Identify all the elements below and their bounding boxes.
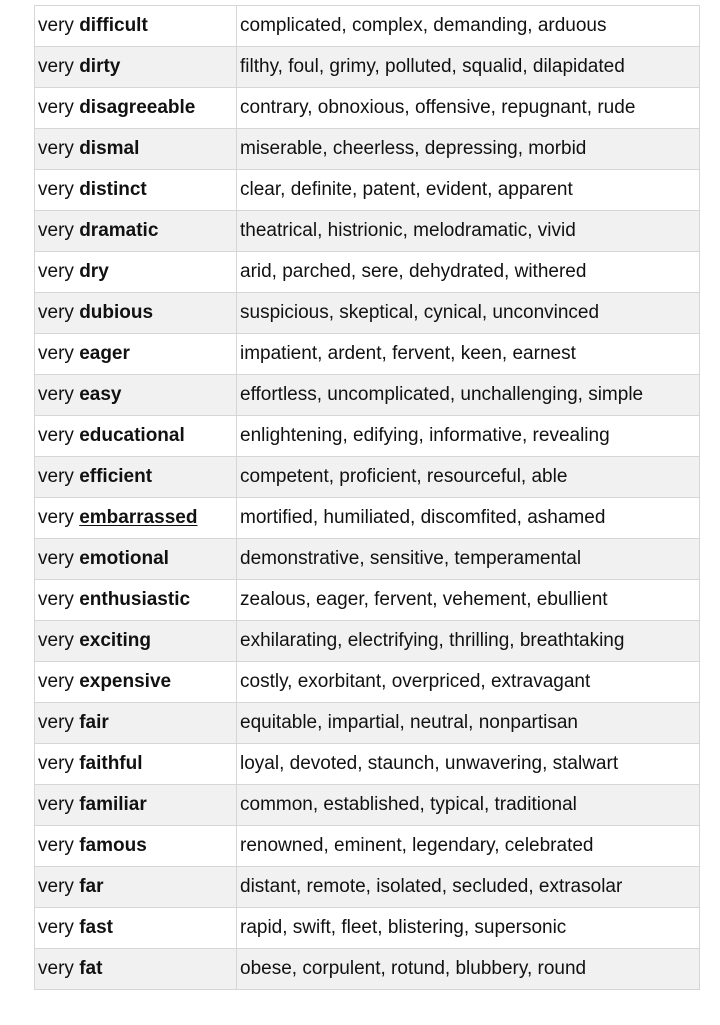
synonyms-cell: effortless, uncomplicated, unchallenging, simple [237, 375, 700, 416]
table-row [35, 6, 700, 47]
phrase-cell [35, 6, 237, 47]
synonyms-cell: loyal, devoted, staunch, unwavering, stalwart [237, 744, 700, 785]
prefix-very: very [38, 384, 74, 405]
table-row [35, 539, 700, 580]
prefix-very: very [38, 425, 74, 446]
prefix-very: very [38, 56, 74, 77]
synonyms-cell: zealous, eager, fervent, vehement, ebullient [237, 580, 700, 621]
prefix-very: very [38, 466, 74, 487]
table-row [35, 580, 700, 621]
keyword: dry [79, 261, 109, 282]
keyword: dubious [79, 302, 154, 323]
phrase-cell [35, 375, 237, 416]
prefix-very: very [38, 917, 74, 938]
table-row [35, 211, 700, 252]
synonyms-cell: competent, proficient, resourceful, able [237, 457, 700, 498]
phrase-cell [35, 580, 237, 621]
phrase-cell [35, 949, 237, 990]
keyword: famous [79, 835, 147, 856]
keyword: educational [79, 425, 185, 446]
phrase-cell [35, 252, 237, 293]
synonyms-cell: suspicious, skeptical, cynical, unconvinced [237, 293, 700, 334]
synonyms-cell: theatrical, histrionic, melodramatic, vivid [237, 211, 700, 252]
prefix-very: very [38, 589, 74, 610]
keyword: faithful [79, 753, 143, 774]
table-row [35, 908, 700, 949]
keyword: disagreeable [79, 97, 196, 118]
prefix-very: very [38, 794, 74, 815]
table-row [35, 170, 700, 211]
prefix-very: very [38, 138, 74, 159]
table-row [35, 498, 700, 539]
keyword: exciting [79, 630, 151, 651]
phrase-cell [35, 539, 237, 580]
keyword: dramatic [79, 220, 159, 241]
synonyms-cell: distant, remote, isolated, secluded, extrasolar [237, 867, 700, 908]
phrase-cell [35, 170, 237, 211]
table-row [35, 457, 700, 498]
phrase-cell [35, 211, 237, 252]
prefix-very: very [38, 835, 74, 856]
synonyms-cell: clear, definite, patent, evident, apparent [237, 170, 700, 211]
keyword: efficient [79, 466, 153, 487]
prefix-very: very [38, 261, 74, 282]
prefix-very: very [38, 671, 74, 692]
table-row [35, 293, 700, 334]
keyword: eager [79, 343, 130, 364]
phrase-cell [35, 826, 237, 867]
keyword: expensive [79, 671, 172, 692]
table-row [35, 88, 700, 129]
synonyms-cell: obese, corpulent, rotund, blubbery, round [237, 949, 700, 990]
table-row [35, 621, 700, 662]
phrase-cell [35, 867, 237, 908]
synonyms-cell: contrary, obnoxious, offensive, repugnant, rude [237, 88, 700, 129]
table-row [35, 744, 700, 785]
table-row [35, 867, 700, 908]
keyword: distinct [79, 179, 147, 200]
synonyms-cell: impatient, ardent, fervent, keen, earnest [237, 334, 700, 375]
phrase-cell [35, 498, 237, 539]
synonyms-cell: renowned, eminent, legendary, celebrated [237, 826, 700, 867]
prefix-very: very [38, 343, 74, 364]
phrase-cell [35, 334, 237, 375]
phrase-cell [35, 662, 237, 703]
table-row [35, 375, 700, 416]
prefix-very: very [38, 15, 74, 36]
synonyms-cell: demonstrative, sensitive, temperamental [237, 539, 700, 580]
synonym-table-body [35, 6, 700, 990]
keyword: difficult [79, 15, 148, 36]
table-row [35, 949, 700, 990]
keyword-link[interactable]: embarrassed [79, 507, 198, 528]
phrase-cell [35, 293, 237, 334]
phrase-cell [35, 47, 237, 88]
synonyms-cell: common, established, typical, traditional [237, 785, 700, 826]
phrase-cell [35, 703, 237, 744]
keyword: fair [79, 712, 109, 733]
phrase-cell [35, 621, 237, 662]
table-row [35, 334, 700, 375]
keyword: dirty [79, 56, 121, 77]
keyword: easy [79, 384, 122, 405]
keyword: fast [79, 917, 113, 938]
prefix-very: very [38, 753, 74, 774]
keyword: far [79, 876, 104, 897]
table-row [35, 252, 700, 293]
table-row [35, 826, 700, 867]
phrase-cell [35, 908, 237, 949]
phrase-cell [35, 785, 237, 826]
synonyms-cell: rapid, swift, fleet, blistering, supersonic [237, 908, 700, 949]
prefix-very: very [38, 958, 74, 979]
table-row [35, 129, 700, 170]
keyword: fat [79, 958, 103, 979]
synonyms-cell: mortified, humiliated, discomfited, ashamed [237, 498, 700, 539]
prefix-very: very [38, 220, 74, 241]
prefix-very: very [38, 712, 74, 733]
phrase-cell [35, 88, 237, 129]
keyword: dismal [79, 138, 140, 159]
phrase-cell [35, 129, 237, 170]
prefix-very: very [38, 876, 74, 897]
table-row [35, 47, 700, 88]
keyword: enthusiastic [79, 589, 191, 610]
prefix-very: very [38, 179, 74, 200]
synonyms-cell: arid, parched, sere, dehydrated, withered [237, 252, 700, 293]
keyword: familiar [79, 794, 147, 815]
prefix-very: very [38, 548, 74, 569]
synonyms-cell: costly, exorbitant, overpriced, extravagant [237, 662, 700, 703]
synonym-table [34, 5, 700, 990]
table-row [35, 703, 700, 744]
table-row [35, 785, 700, 826]
phrase-cell [35, 416, 237, 457]
prefix-very: very [38, 302, 74, 323]
phrase-cell [35, 744, 237, 785]
synonyms-cell: complicated, complex, demanding, arduous [237, 6, 700, 47]
prefix-very: very [38, 97, 74, 118]
prefix-very: very [38, 630, 74, 651]
synonyms-cell: filthy, foul, grimy, polluted, squalid, dilapidated [237, 47, 700, 88]
table-row [35, 662, 700, 703]
synonyms-cell: enlightening, edifying, informative, revealing [237, 416, 700, 457]
synonyms-cell: equitable, impartial, neutral, nonpartisan [237, 703, 700, 744]
table-row [35, 416, 700, 457]
keyword: emotional [79, 548, 169, 569]
phrase-cell [35, 457, 237, 498]
synonyms-cell: miserable, cheerless, depressing, morbid [237, 129, 700, 170]
prefix-very: very [38, 507, 74, 528]
synonyms-cell: exhilarating, electrifying, thrilling, breathtaking [237, 621, 700, 662]
